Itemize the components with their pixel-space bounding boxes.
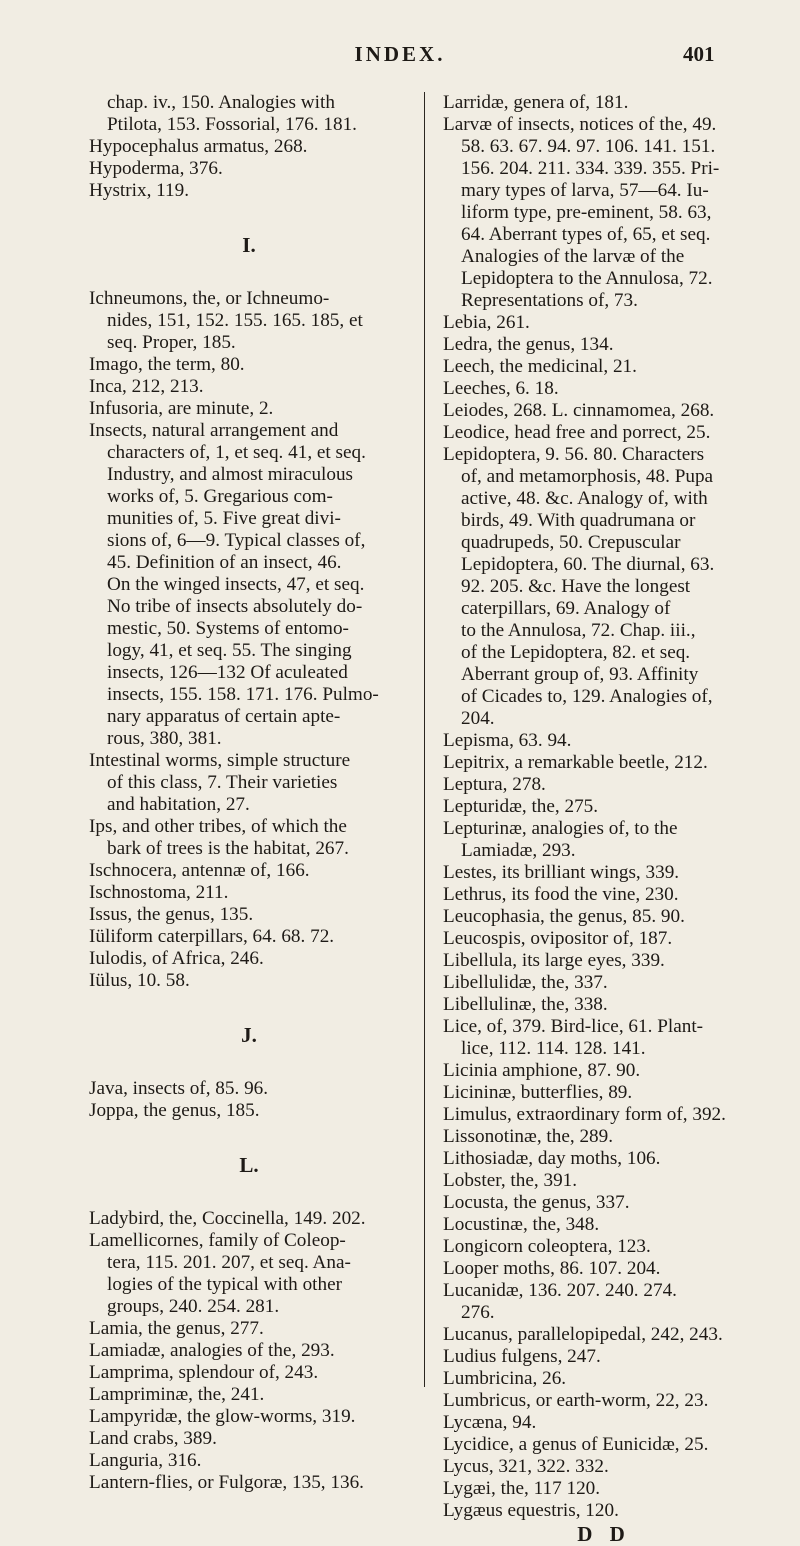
index-entry-continuation: logies of the typical with other xyxy=(107,1274,342,1295)
spacer xyxy=(89,266,409,288)
index-entry: Hypocephalus armatus, 268. xyxy=(89,136,308,157)
index-entry: Joppa, the genus, 185. xyxy=(89,1100,260,1121)
index-entry-continuation: of this class, 7. Their varieties xyxy=(107,772,338,793)
index-entry: Larridæ, genera of, 181. xyxy=(443,92,629,113)
index-entry-continuation: caterpillars, 69. Analogy of xyxy=(461,598,671,619)
index-entry-continuation: groups, 240. 254. 281. xyxy=(107,1296,280,1317)
index-entry: Hypoderma, 376. xyxy=(89,158,223,179)
index-entry: Looper moths, 86. 107. 204. xyxy=(443,1258,661,1279)
index-entry-continuation: nides, 151, 152. 155. 165. 185, et xyxy=(107,310,363,331)
index-entry: Lobster, the, 391. xyxy=(443,1170,578,1191)
index-entry: Infusoria, are minute, 2. xyxy=(89,398,274,419)
index-entry: Lepitrix, a remarkable beetle, 212. xyxy=(443,752,708,773)
index-entry: Libellulidæ, the, 337. xyxy=(443,972,608,993)
index-entry: Licininæ, butterflies, 89. xyxy=(443,1082,633,1103)
index-entry-continuation: 64. Aberrant types of, 65, et seq. xyxy=(461,224,711,245)
index-entry: Ischnostoma, 211. xyxy=(89,882,229,903)
index-entry: Lygæi, the, 117 120. xyxy=(443,1478,601,1499)
index-entry: Ludius fulgens, 247. xyxy=(443,1346,601,1367)
index-entry: Locusta, the genus, 337. xyxy=(443,1192,630,1213)
index-entry: Libellulinæ, the, 338. xyxy=(443,994,608,1015)
index-entry: Lamellicornes, family of Coleop- xyxy=(89,1230,346,1251)
index-entry: Lumbricus, or earth-worm, 22, 23. xyxy=(443,1390,709,1411)
spacer xyxy=(89,202,409,224)
index-entry-continuation: and habitation, 27. xyxy=(107,794,250,815)
index-entry: Ichneumons, the, or Ichneumo- xyxy=(89,288,330,309)
spacer xyxy=(89,1056,409,1078)
index-entry-continuation: bark of trees is the habitat, 267. xyxy=(107,838,349,859)
index-column-left xyxy=(89,92,409,1494)
index-entry: Lestes, its brilliant wings, 339. xyxy=(443,862,680,883)
index-entry: Lamia, the genus, 277. xyxy=(89,1318,264,1339)
index-entry-continuation: insects, 155. 158. 171. 176. Pulmo- xyxy=(107,684,379,705)
section-letter: I. xyxy=(242,233,256,257)
index-entry: Longicorn coleoptera, 123. xyxy=(443,1236,651,1257)
index-entry: Leodice, head free and porrect, 25. xyxy=(443,422,711,443)
section-letter: L. xyxy=(239,1153,259,1177)
index-entry: Lamprima, splendour of, 243. xyxy=(89,1362,319,1383)
index-entry: Lepturinæ, analogies of, to the xyxy=(443,818,678,839)
index-entry-continuation: of Cicades to, 129. Analogies of, xyxy=(461,686,713,707)
column-divider xyxy=(424,92,425,1387)
index-entry: Ischnocera, antennæ of, 166. xyxy=(89,860,310,881)
page-title: INDEX. xyxy=(354,42,446,66)
index-entry-continuation: 204. xyxy=(461,708,495,729)
index-entry-continuation: seq. Proper, 185. xyxy=(107,332,236,353)
spacer xyxy=(89,1186,409,1208)
index-entry: Leeches, 6. 18. xyxy=(443,378,559,399)
index-entry: Leucophasia, the genus, 85. 90. xyxy=(443,906,685,927)
index-entry: Lycidice, a genus of Eunicidæ, 25. xyxy=(443,1434,709,1455)
index-entry: Ladybird, the, Coccinella, 149. 202. xyxy=(89,1208,366,1229)
index-entry: Lumbricina, 26. xyxy=(443,1368,567,1389)
index-entry-continuation: Lepidoptera to the Annulosa, 72. xyxy=(461,268,713,289)
index-entry-continuation: Lepidoptera, 60. The diurnal, 63. xyxy=(461,554,715,575)
index-entry: Imago, the term, 80. xyxy=(89,354,245,375)
index-entry: Leptura, 278. xyxy=(443,774,546,795)
index-entry: Land crabs, 389. xyxy=(89,1428,217,1449)
index-entry-continuation: quadrupeds, 50. Crepuscular xyxy=(461,532,681,553)
index-entry-continuation: Representations of, 73. xyxy=(461,290,638,311)
index-entry-continuation: No tribe of insects absolutely do- xyxy=(107,596,363,617)
index-entry-continuation: rous, 380, 381. xyxy=(107,728,222,749)
spacer xyxy=(89,1122,409,1144)
index-entry-continuation: characters of, 1, et seq. 41, et seq. xyxy=(107,442,366,463)
index-entry: Lampyridæ, the glow-worms, 319. xyxy=(89,1406,356,1427)
index-entry: Lithosiadæ, day moths, 106. xyxy=(443,1148,661,1169)
index-entry: Ips, and other tribes, of which the xyxy=(89,816,347,837)
index-entry: Lycus, 321, 322. 332. xyxy=(443,1456,609,1477)
index-entry: Locustinæ, the, 348. xyxy=(443,1214,600,1235)
index-entry: Leech, the medicinal, 21. xyxy=(443,356,637,377)
index-entry: Licinia amphione, 87. 90. xyxy=(443,1060,641,1081)
index-entry: Lepidoptera, 9. 56. 80. Characters xyxy=(443,444,705,465)
index-column-right xyxy=(443,92,765,1546)
index-entry-continuation: Lamiadæ, 293. xyxy=(461,840,576,861)
index-entry-continuation: to the Annulosa, 72. Chap. iii., xyxy=(461,620,696,641)
index-entry: Inca, 212, 213. xyxy=(89,376,204,397)
index-entry: Lebia, 261. xyxy=(443,312,530,333)
section-letter: J. xyxy=(241,1023,257,1047)
index-entry: Lantern-flies, or Fulgoræ, 135, 136. xyxy=(89,1472,364,1493)
index-entry-continuation: Analogies of the larvæ of the xyxy=(461,246,685,267)
index-entry-continuation: insects, 126—132 Of aculeated xyxy=(107,662,348,683)
index-entry: Lepisma, 63. 94. xyxy=(443,730,572,751)
index-entry: Lethrus, its food the vine, 230. xyxy=(443,884,679,905)
index-entry: Limulus, extraordinary form of, 392. xyxy=(443,1104,726,1125)
index-entry-continuation: Aberrant group of, 93. Affinity xyxy=(461,664,699,685)
index-entry-continuation: logy, 41, et seq. 55. The singing xyxy=(107,640,352,661)
index-entry-continuation: chap. iv., 150. Analogies with xyxy=(107,92,335,113)
index-entry: Lucanus, parallelopipedal, 242, 243. xyxy=(443,1324,723,1345)
index-entry: Lepturidæ, the, 275. xyxy=(443,796,599,817)
index-entry: Lampriminæ, the, 241. xyxy=(89,1384,265,1405)
index-entry: Issus, the genus, 135. xyxy=(89,904,254,925)
index-entry-continuation: active, 48. &c. Analogy of, with xyxy=(461,488,708,509)
index-entry-continuation: Ptilota, 153. Fossorial, 176. 181. xyxy=(107,114,357,135)
index-entry-continuation: munities of, 5. Five great divi- xyxy=(107,508,341,529)
signature-mark: D D xyxy=(577,1522,631,1546)
page-number: 401 xyxy=(683,42,715,66)
page-header xyxy=(0,42,800,82)
index-entry-continuation: 156. 204. 211. 334. 339. 355. Pri- xyxy=(461,158,720,179)
index-entry: Insects, natural arrangement and xyxy=(89,420,339,441)
index-entry: Lygæus equestris, 120. xyxy=(443,1500,619,1521)
index-entry-continuation: liform type, pre-eminent, 58. 63, xyxy=(461,202,712,223)
index-entry: Lice, of, 379. Bird-lice, 61. Plant- xyxy=(443,1016,704,1037)
index-entry-continuation: sions of, 6—9. Typical classes of, xyxy=(107,530,366,551)
index-entry-continuation: birds, 49. With quadrumana or xyxy=(461,510,696,531)
index-entry-continuation: of the Lepidoptera, 82. et seq. xyxy=(461,642,691,663)
index-entry: Java, insects of, 85. 96. xyxy=(89,1078,269,1099)
index-entry: Intestinal worms, simple structure xyxy=(89,750,351,771)
index-entry: Leucospis, ovipositor of, 187. xyxy=(443,928,673,949)
index-entry: Lycæna, 94. xyxy=(443,1412,537,1433)
index-entry: Iüliform caterpillars, 64. 68. 72. xyxy=(89,926,335,947)
index-entry: Lucanidæ, 136. 207. 240. 274. xyxy=(443,1280,677,1301)
index-entry: Hystrix, 119. xyxy=(89,180,190,201)
index-entry-continuation: 45. Definition of an insect, 46. xyxy=(107,552,342,573)
index-entry-continuation: mary types of larva, 57—64. Iu- xyxy=(461,180,709,201)
index-entry-continuation: 276. xyxy=(461,1302,495,1323)
index-entry-continuation: of, and metamorphosis, 48. Pupa xyxy=(461,466,714,487)
index-entry: Larvæ of insects, notices of the, 49. xyxy=(443,114,717,135)
index-entry-continuation: nary apparatus of certain apte- xyxy=(107,706,341,727)
index-entry-continuation: mestic, 50. Systems of entomo- xyxy=(107,618,349,639)
index-entry-continuation: On the winged insects, 47, et seq. xyxy=(107,574,365,595)
index-entry: Languria, 316. xyxy=(89,1450,202,1471)
index-entry: Iulodis, of Africa, 246. xyxy=(89,948,264,969)
index-entry: Iülus, 10. 58. xyxy=(89,970,190,991)
index-entry: Lamiadæ, analogies of the, 293. xyxy=(89,1340,335,1361)
index-entry-continuation: 92. 205. &c. Have the longest xyxy=(461,576,691,597)
index-entry-continuation: Industry, and almost miraculous xyxy=(107,464,354,485)
index-entry-continuation: tera, 115. 201. 207, et seq. Ana- xyxy=(107,1252,351,1273)
index-entry: Lissonotinæ, the, 289. xyxy=(443,1126,614,1147)
index-entry: Ledra, the genus, 134. xyxy=(443,334,614,355)
index-entry-continuation: lice, 112. 114. 128. 141. xyxy=(461,1038,646,1059)
index-entry: Libellula, its large eyes, 339. xyxy=(443,950,665,971)
index-entry-continuation: works of, 5. Gregarious com- xyxy=(107,486,333,507)
index-entry-continuation: 58. 63. 67. 94. 97. 106. 141. 151. xyxy=(461,136,716,157)
spacer xyxy=(89,992,409,1014)
index-entry: Leiodes, 268. L. cinnamomea, 268. xyxy=(443,400,715,421)
